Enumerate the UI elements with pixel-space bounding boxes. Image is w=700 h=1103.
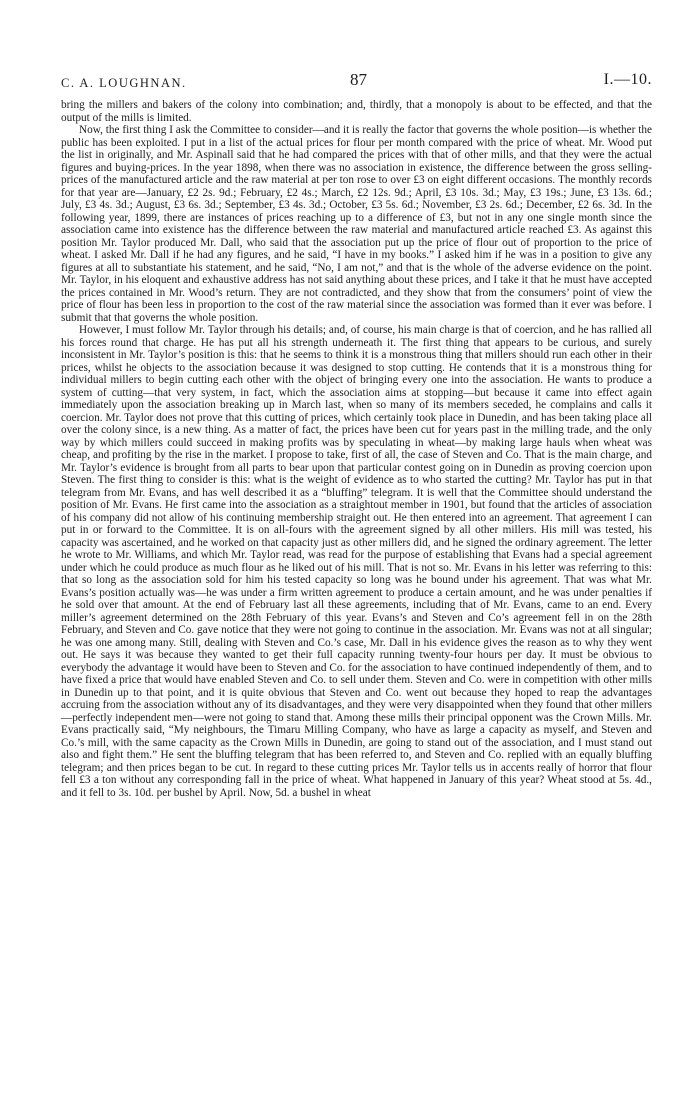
paragraph: However, I must follow Mr. Taylor through his details; and, of course, his main charge is that of coercion, and he has rallied all his forces round that charge. He has put all his strength underneath it. The first thing that appears to be curious, and surely inconsistent in Mr. Taylor’s position is this: that he seems to think it is a monstrous thing that millers should run each other in their prices, whilst he objects to the association because it was designed to stop cutting. He contends that it is a monstrous thing for individual millers to begin cutting each other with the object of bringing every one into the association. He wants to produce a system of cutting—that very system, in fact, which the association aims at stopping—but because it came into effect again immediately upon the association breaking up in March last, when so many of its members seceded, he complains and calls it coercion. Mr. Taylor does not prove that this cutting of prices, which certainly took place in Dunedin, and has been taking place all over the colony since, is a new thing. As a matter of fact, the prices have been cut for years past in the milling trade, and the only way by which millers could succeed in making profits was by speculating in wheat—by making large hauls when wheat was cheap, and profiting by the rise in the market. I propose to take, first of all, the case of Steven and Co. That is the main charge, and Mr. Taylor’s evidence is brought from all parts to bear upon that particular contest going on in Dunedin as proving coercion upon Steven. The first thing to consider is this: what is the weight of evidence as to who started the cutting? Mr. Taylor has put in that telegram from Mr. Evans, and has well described it as a “bluffing” telegram. It is well that the Committee should understand the position of Mr. Evans. He first came into the association as a straightout member in 1901, but found that the articles of association of his company did not allow of his continuing membership straight out. He then entered into an agreement. That agreement I can put in or forward to the Committee. It is on all-fours with the agreement signed by all other millers. His mill was tested, his capacity was ascertained, and he worked on that capacity just as other millers did, and he signed the ordinary agreement. The letter he wrote to Mr. Williams, and which Mr. Taylor read, was read for the purpose of establishing that Evans had a special agreement under which he could produce as much flour as he liked out of his mill. That is not so. Mr. Evans in his letter was referring to this: that so long as the association sold for him his tested capacity so long was he bound under his agreement. That was what Mr. Evans’s position actually was—he was under a firm written agreement to produce a certain amount, and he was under penalties if he sold over that amount. At the end of February last all these agreements, including that of Mr. Evans, came to an end. Every miller’s agreement determined on the 28th February of this year. Evans’s and Steven and Co’s agreement fell in on the 28th February, and Steven and Co. gave notice that they were not going to continue in the association. Mr. Evans was not at all singular; he was one among many. Still, dealing with Steven and Co.’s case, Mr. Dall in his evidence gives the reason as to why they went out. He says it was because they wanted to get their full capacity running twenty-four hours per day. It must be obvious to everybody the advantage it would have been to Steven and Co. for the association to have continued independently of them, and to have fixed a price that would have enabled Steven and Co. to sell under them. Steven and Co. were in competition with other mills in Dunedin up to that point, and it is quite obvious that Steven and Co. went out because they hoped to reap the advantages accruing from the association without any of its disadvantages, and they were very disappointed when they found that other millers—perfectly independent men—were not going to stand that. Among these mills their principal opponent was the Crown Mills. Mr. Evans practically said, “My neighbours, the Timaru Milling Company, who have as large a capacity as myself, and Steven and Co.’s mill, with the same capacity as the Crown Mills in Dunedin, are going to stand out of the association, and I must stand out also and fight them.” He sent the bluffing telegram that has been referred to, and Steven and Co. replied with an equally bluffing telegram; and then prices began to be cut. In regard to these cutting prices Mr. Taylor tells us in accents really of horror that flour fell £3 a ton without any corresponding fall in the price of wheat. What happened in January of this year? Wheat stood at 5s. 4d., and it fell to 3s. 10d. per bushel by April. Now, 5d. a bushel in wheat <box>61 324 652 799</box>
speaker-name: C. A. LOUGHNAN. <box>61 76 187 90</box>
paragraph: Now, the first thing I ask the Committee to consider—and it is really the factor that governs the whole position—is whether the public has been exploited. I put in a list of the actual prices for flour per month compared with the price of wheat. Mr. Wood put the list in originally, and Mr. Aspinall said that he had compared the prices with that of other mills, and that they were the actual figures and buying-prices. In the year 1898, when there was no association in existence, the difference between the gross selling-prices of the manufactured article and the raw material at per ton rose to over £3 on eight different occasions. The monthly records for that year are—January, £2 2s. 9d.; February, £2 4s.; March, £2 12s. 9d.; April, £3 10s. 3d.; May, £3 19s.; June, £3 13s. 6d.; July, £3 4s. 3d.; August, £3 6s. 3d.; September, £3 4s. 3d.; October, £3 5s. 6d.; November, £3 2s. 6d.; December, £2 6s. 3d. In the following year, 1899, there are instances of prices reaching up to a difference of £3, but not in any one single month since the association came into existence has the difference between the raw material and manufactured article reached £3. As against this position Mr. Taylor produced Mr. Dall, who said that the association put up the price of flour out of proportion to the price of wheat. I asked Mr. Dall if he had any figures, and he said, “I have in my books.” I asked him if he was in a position to give any figures at all to substantiate his statement, and he said, “No, I am not,” and that is the whole of the adverse evidence on the point. Mr. Taylor, in his eloquent and exhaustive address has not said anything about these prices, and I take it that he must have accepted the prices contained in Mr. Wood’s return. They are not contradicted, and they show that from the consumers’ point of view the price of flour has been less in proportion to the cost of the raw material since the association was formed than it ever was before. I submit that that governs the whole position. <box>61 124 652 324</box>
document-reference: I.—10. <box>603 71 652 88</box>
body-text <box>61 99 652 799</box>
paragraph: bring the millers and bakers of the colony into combination; and, thirdly, that a monopoly is about to be effected, and that the output of the mills is limited. <box>61 99 652 124</box>
page-number: 87 <box>350 70 367 89</box>
page-header <box>61 54 652 90</box>
